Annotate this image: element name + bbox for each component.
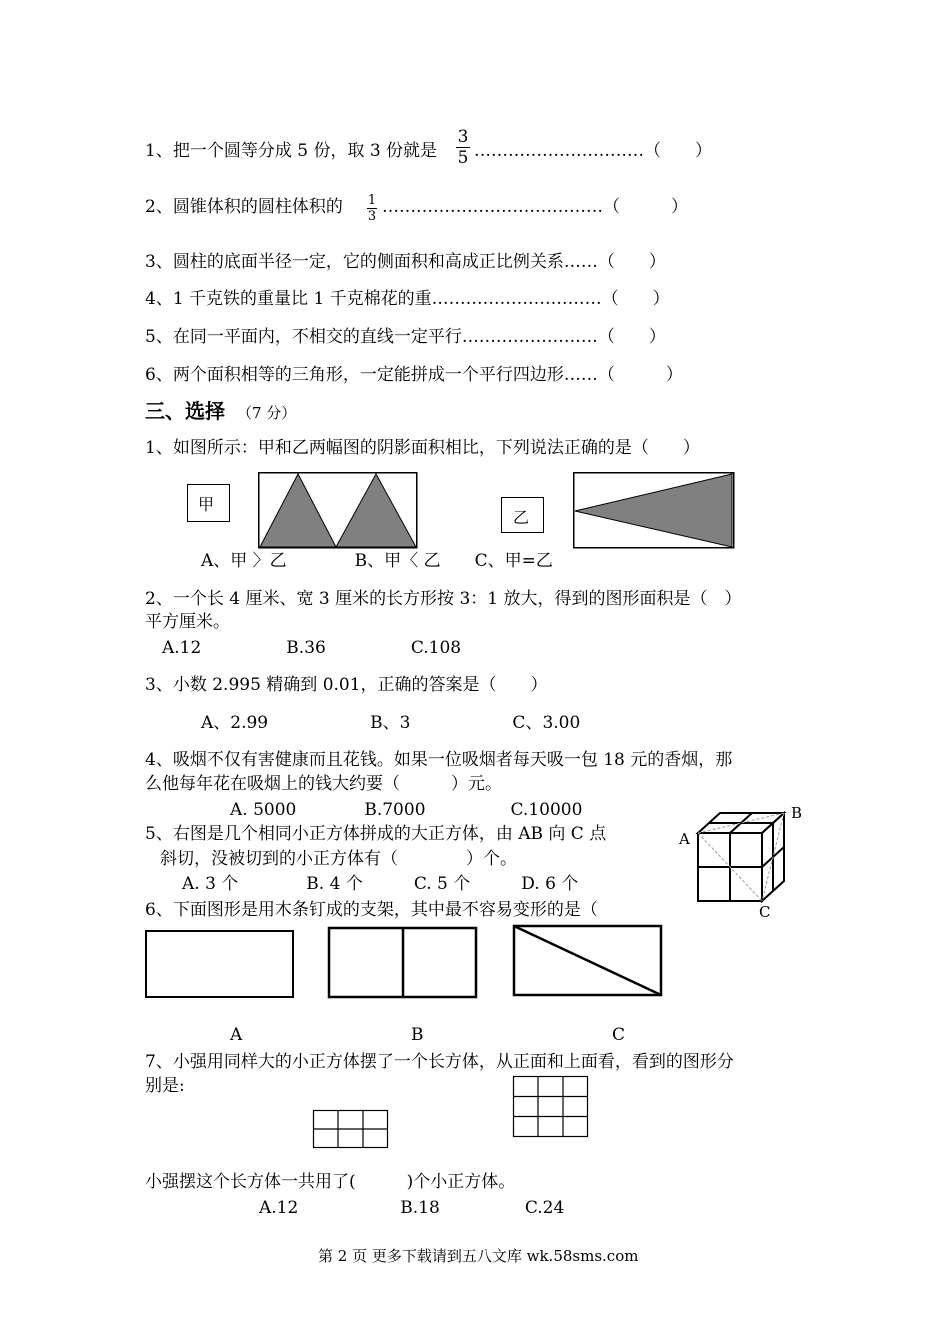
mc-q7-options: A.12 B.18 C.24 — [259, 1198, 565, 1218]
top-view-grid — [513, 1076, 589, 1138]
figure-jia — [258, 472, 418, 549]
mc-q5-line2: 斜切，没被切到的小正方体有（ ）个。 — [160, 849, 517, 869]
page-footer: 第 2 页 更多下载请到五八文库 wk.58sms.com — [318, 1247, 639, 1265]
frame-a-label: A — [230, 1025, 243, 1045]
mc-q2-line1: 2、一个长 4 厘米、宽 3 厘米的长方形按 3：1 放大，得到的图形面积是（ ） — [145, 589, 742, 609]
mc-q3-options: A、2.99 B、3 C、3.00 — [201, 713, 581, 733]
mc-q4-options: A. 5000 B.7000 C.10000 — [230, 800, 583, 820]
front-view-grid — [313, 1110, 389, 1150]
cube-label-b: B — [791, 804, 803, 822]
judge-q1-fraction: $\frac{3}{5}$ — [457, 127, 469, 168]
section-title: 三、选择 — [145, 399, 225, 423]
cube-label-c: C — [759, 903, 771, 921]
judge-q1: 1、把一个圆等分成 5 份，取 3 份就是 — [145, 141, 438, 161]
cube-figure — [693, 809, 793, 909]
cube-label-a: A — [679, 830, 690, 848]
judge-q2: 2、圆锥体积的圆柱体积的 — [145, 197, 343, 217]
mc-q2-options: A.12 B.36 C.108 — [162, 638, 462, 658]
frame-a — [145, 930, 294, 998]
label-yi: 乙 — [513, 508, 530, 527]
mc-q3: 3、小数 2.995 精确到 0.01，正确的答案是（ ） — [145, 675, 548, 695]
mc-q7-line3: 小强摆这个长方体一共用了( )个小正方体。 — [145, 1172, 516, 1192]
mc-q4-line1: 4、吸烟不仅有害健康而且花钱。如果一位吸烟者每天吸一包 18 元的香烟，那 — [145, 750, 733, 770]
judge-q2-suffix: …………………………………（ ） — [382, 197, 688, 217]
frame-b — [328, 927, 478, 999]
label-jia: 甲 — [198, 495, 215, 514]
judge-q3: 3、圆柱的底面半径一定，它的侧面积和高成正比例关系……（ ） — [145, 252, 666, 272]
mc-q1-options: A、甲 〉乙 B、甲〈 乙 C、甲=乙 — [201, 551, 553, 571]
section-score: （7 分） — [237, 404, 297, 422]
figure-yi — [573, 472, 735, 549]
judge-q2-fraction: $\frac{1}{3}$ — [367, 193, 377, 224]
mc-q4-line2: 么他每年花在吸烟上的钱大约要（ ）元。 — [145, 774, 502, 794]
judge-q4: 4、1 千克铁的重量比 1 千克棉花的重…………………………（ ） — [145, 289, 670, 309]
mc-q6: 6、下面图形是用木条钉成的支架，其中最不容易变形的是（ — [145, 900, 598, 920]
frame-b-label: B — [411, 1025, 424, 1045]
frame-c-label: C — [612, 1025, 626, 1045]
frame-c — [513, 925, 663, 997]
mc-q7-line1: 7、小强用同样大的小正方体摆了一个长方体，从正面和上面看，看到的图形分 — [145, 1052, 734, 1072]
frame-c-diagonal — [514, 926, 661, 995]
judge-q1-suffix: …………………………（ ） — [474, 141, 712, 161]
judge-q6: 6、两个面积相等的三角形，一定能拼成一个平行四边形……（ ） — [145, 365, 683, 385]
mc-q5-line1: 5、右图是几个相同小正方体拼成的大正方体，由 AB 向 C 点 — [145, 824, 607, 844]
top-view-outline — [514, 1077, 588, 1137]
mc-q7-line2: 别是: — [145, 1076, 185, 1096]
mc-q2-line2: 平方厘米。 — [145, 612, 230, 632]
mc-q5-options: A. 3 个 B. 4 个 C. 5 个 D. 6 个 — [182, 874, 579, 894]
judge-q5: 5、在同一平面内，不相交的直线一定平行……………………（ ） — [145, 327, 666, 347]
mc-q1: 1、如图所示：甲和乙两幅图的阴影面积相比，下列说法正确的是（ ） — [145, 438, 700, 458]
